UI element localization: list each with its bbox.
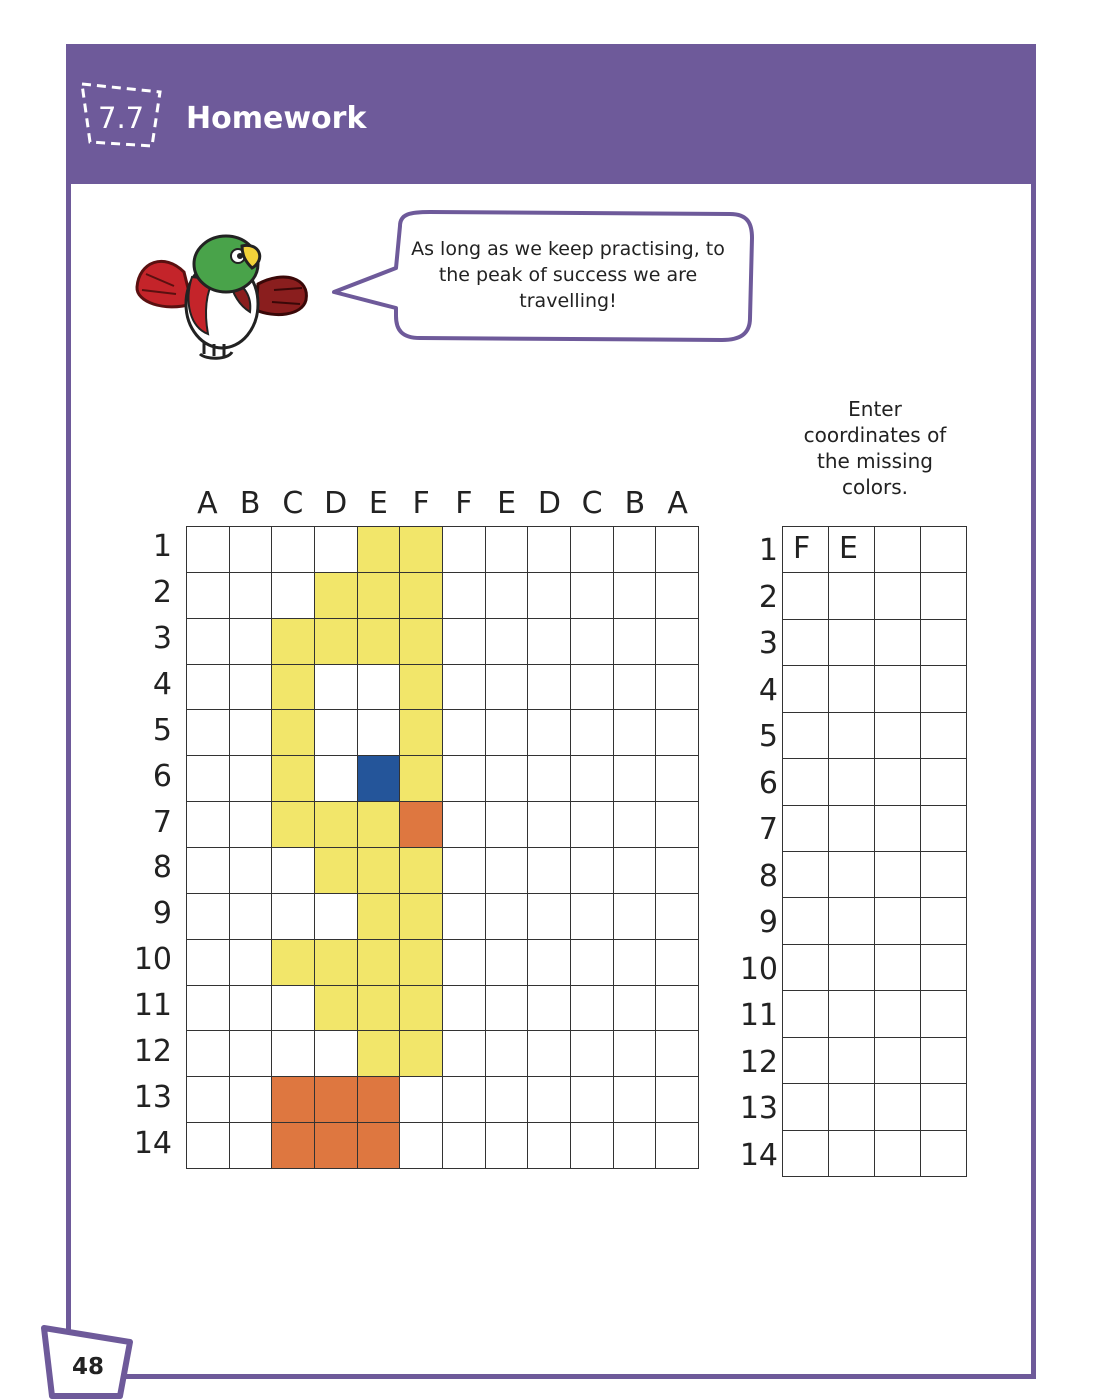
grid-cell (358, 619, 401, 665)
grid-cell (486, 894, 529, 940)
column-label: B (239, 486, 261, 521)
grid-cell (571, 802, 614, 848)
row-label: 13 (133, 1080, 172, 1116)
answer-cell[interactable] (829, 666, 875, 712)
row-label: 14 (133, 1126, 172, 1162)
grid-cell (187, 1123, 230, 1169)
row-label: 7 (152, 804, 172, 840)
answer-row-label: 6 (758, 765, 778, 801)
grid-cell (486, 665, 529, 711)
grid-cell (486, 527, 529, 573)
answer-cell[interactable] (875, 620, 921, 666)
answer-cell[interactable] (875, 759, 921, 805)
grid-cell (656, 940, 699, 986)
grid-cell (528, 527, 571, 573)
page-number: 48 (72, 1354, 105, 1380)
answer-cell[interactable] (829, 1038, 875, 1084)
answer-cell[interactable] (921, 713, 967, 759)
grid-cell (400, 756, 443, 802)
grid-cell (315, 665, 358, 711)
grid-cell (187, 619, 230, 665)
answer-cell[interactable] (829, 852, 875, 898)
grid-cell (571, 527, 614, 573)
answer-cell[interactable] (783, 898, 829, 944)
answer-cell[interactable] (921, 991, 967, 1037)
answer-cell[interactable] (921, 898, 967, 944)
grid-cell (486, 710, 529, 756)
grid-cell (443, 1123, 486, 1169)
grid-cell (528, 940, 571, 986)
grid-cell (315, 802, 358, 848)
grid-cell (315, 986, 358, 1032)
grid-cell (528, 986, 571, 1032)
grid-cell (400, 1077, 443, 1123)
grid-cell (486, 848, 529, 894)
grid-cell (528, 573, 571, 619)
speech-bubble-text: As long as we keep practising, to the peak of success we are travelling! (411, 238, 725, 312)
answer-cell[interactable] (921, 573, 967, 619)
answer-cell[interactable] (921, 620, 967, 666)
grid-cell (187, 802, 230, 848)
grid-cell (358, 940, 401, 986)
grid-cell (315, 940, 358, 986)
grid-cell (315, 619, 358, 665)
grid-cell (486, 940, 529, 986)
grid-cell (400, 1123, 443, 1169)
grid-cell (486, 1031, 529, 1077)
row-label: 6 (152, 758, 172, 794)
grid-cell (358, 710, 401, 756)
grid-cell (272, 619, 315, 665)
grid-cell (230, 894, 273, 940)
grid-cell (614, 1123, 657, 1169)
grid-cell (614, 894, 657, 940)
grid-cell (230, 710, 273, 756)
instruction-text: Enter coordinates of the missing colors. (803, 397, 947, 499)
grid-cell (443, 527, 486, 573)
grid-cell (656, 619, 699, 665)
answer-row-label: 13 (739, 1091, 778, 1127)
grid-cell (571, 1123, 614, 1169)
grid-cell (187, 1077, 230, 1123)
grid-cell (230, 848, 273, 894)
grid-cell (656, 573, 699, 619)
grid-cell (358, 527, 401, 573)
grid-cell (315, 1123, 358, 1169)
answer-row-label: 10 (739, 951, 778, 987)
grid-cell (656, 848, 699, 894)
grid-cell (528, 1031, 571, 1077)
answer-row-label: 14 (739, 1137, 778, 1173)
grid-cell (571, 573, 614, 619)
grid-cell (315, 894, 358, 940)
grid-cell (614, 1077, 657, 1123)
grid-cell (443, 756, 486, 802)
grid-cell (315, 1077, 358, 1123)
answer-cell[interactable] (875, 991, 921, 1037)
grid-cell (571, 986, 614, 1032)
answer-cell[interactable] (875, 1038, 921, 1084)
row-label: 8 (152, 850, 172, 886)
answer-cell[interactable] (875, 666, 921, 712)
answer-cell[interactable] (875, 1084, 921, 1130)
answer-cell[interactable] (921, 527, 967, 573)
grid-cell (656, 665, 699, 711)
grid-cell (187, 573, 230, 619)
grid-cell (614, 1031, 657, 1077)
row-label: 11 (133, 988, 172, 1024)
grid-cell (528, 665, 571, 711)
grid-cell (571, 665, 614, 711)
color-grid (186, 526, 699, 1169)
grid-cell (187, 986, 230, 1032)
grid-cell (315, 710, 358, 756)
answer-row-label: 11 (739, 998, 778, 1034)
answer-cell[interactable] (875, 945, 921, 991)
grid-cell (486, 1077, 529, 1123)
grid-cell (358, 802, 401, 848)
grid-cell (571, 619, 614, 665)
grid-cell (443, 848, 486, 894)
answer-table (782, 526, 967, 1177)
answer-row-label: 7 (758, 812, 778, 848)
answer-cell[interactable] (829, 1131, 875, 1177)
grid-cell (187, 527, 230, 573)
row-label: 9 (152, 896, 172, 932)
grid-cell (443, 1031, 486, 1077)
grid-cell (272, 1077, 315, 1123)
answer-cell[interactable] (829, 945, 875, 991)
grid-cell (358, 1077, 401, 1123)
grid-cell (187, 665, 230, 711)
grid-cell (443, 573, 486, 619)
grid-cell (528, 619, 571, 665)
grid-cell (528, 894, 571, 940)
answer-cell[interactable] (875, 1131, 921, 1177)
grid-cell (614, 756, 657, 802)
grid-cell (528, 1077, 571, 1123)
grid-cell (528, 802, 571, 848)
answer-cell[interactable] (783, 1084, 829, 1130)
column-label: E (368, 486, 388, 521)
grid-cell (443, 710, 486, 756)
grid-cell (443, 894, 486, 940)
grid-cell (656, 527, 699, 573)
answer-cell[interactable] (783, 759, 829, 805)
grid-cell (571, 940, 614, 986)
grid-cell (443, 940, 486, 986)
grid-cell (358, 848, 401, 894)
answer-cell[interactable] (783, 991, 829, 1037)
grid-cell (272, 1123, 315, 1169)
grid-cell (230, 986, 273, 1032)
row-label: 12 (133, 1034, 172, 1070)
grid-cell (443, 1077, 486, 1123)
answer-cell[interactable] (921, 1038, 967, 1084)
column-label: F (455, 486, 473, 521)
answer-row-label: 4 (758, 672, 778, 708)
grid-cell (358, 573, 401, 619)
grid-cell (315, 527, 358, 573)
column-label: C (282, 486, 304, 521)
answer-row-label: 12 (739, 1044, 778, 1080)
lesson-number: 7.7 (98, 101, 145, 135)
grid-cell (400, 940, 443, 986)
grid-cell (358, 665, 401, 711)
grid-cell (571, 756, 614, 802)
answer-cell[interactable] (783, 852, 829, 898)
answer-cell[interactable] (829, 573, 875, 619)
grid-cell (400, 1031, 443, 1077)
grid-cell (272, 802, 315, 848)
grid-cell (230, 756, 273, 802)
answer-cell[interactable] (875, 713, 921, 759)
grid-cell (486, 1123, 529, 1169)
answer-cell[interactable] (829, 991, 875, 1037)
answer-row-label: 5 (758, 719, 778, 755)
grid-cell (400, 986, 443, 1032)
answer-cell[interactable] (783, 1131, 829, 1177)
grid-cell (230, 1031, 273, 1077)
answer-cell[interactable] (783, 713, 829, 759)
answer-cell[interactable] (875, 573, 921, 619)
answer-cell[interactable] (921, 945, 967, 991)
grid-cell (571, 710, 614, 756)
grid-cell (358, 1031, 401, 1077)
grid-cell (614, 710, 657, 756)
grid-cell (528, 848, 571, 894)
column-label: F (412, 486, 430, 521)
grid-cell (272, 1031, 315, 1077)
row-label: 10 (133, 942, 172, 978)
grid-cell (272, 573, 315, 619)
answer-cell[interactable] (921, 759, 967, 805)
answer-cell[interactable] (829, 806, 875, 852)
answer-cell[interactable] (921, 1131, 967, 1177)
grid-cell (230, 1123, 273, 1169)
answer-cell[interactable] (783, 1038, 829, 1084)
grid-cell (400, 710, 443, 756)
grid-cell (315, 1031, 358, 1077)
answer-row-label: 9 (758, 905, 778, 941)
grid-cell (486, 619, 529, 665)
answer-cell[interactable]: E (829, 527, 875, 573)
grid-cell (187, 894, 230, 940)
grid-cell (443, 986, 486, 1032)
grid-cell (315, 756, 358, 802)
grid-cell (272, 894, 315, 940)
grid-cell (400, 527, 443, 573)
grid-cell (187, 756, 230, 802)
grid-cell (358, 986, 401, 1032)
grid-cell (187, 710, 230, 756)
grid-cell (614, 940, 657, 986)
grid-cell (230, 940, 273, 986)
grid-cell (400, 848, 443, 894)
grid-cell (230, 573, 273, 619)
page-title: Homework (186, 101, 367, 136)
answer-cell[interactable] (921, 666, 967, 712)
grid-cell (656, 894, 699, 940)
grid-cell (614, 665, 657, 711)
column-label: C (581, 486, 603, 521)
grid-cell (315, 573, 358, 619)
answer-cell[interactable] (875, 806, 921, 852)
answer-cell[interactable] (829, 620, 875, 666)
grid-cell (571, 848, 614, 894)
answer-cell[interactable] (829, 1084, 875, 1130)
grid-cell (400, 802, 443, 848)
grid-cell (272, 848, 315, 894)
column-label: A (197, 486, 218, 521)
answer-cell[interactable] (829, 713, 875, 759)
grid-cell (358, 894, 401, 940)
parrot-mascot-icon (134, 232, 314, 362)
grid-cell (400, 665, 443, 711)
grid-cell (656, 1123, 699, 1169)
grid-cell (528, 710, 571, 756)
answer-cell[interactable]: F (783, 527, 829, 573)
grid-cell (656, 756, 699, 802)
grid-cell (614, 619, 657, 665)
grid-cell (187, 848, 230, 894)
answer-row-label: 2 (758, 579, 778, 615)
grid-cell (656, 986, 699, 1032)
answer-cell[interactable] (783, 945, 829, 991)
answer-cell[interactable] (875, 852, 921, 898)
answer-row-label: 8 (758, 858, 778, 894)
grid-cell (230, 1077, 273, 1123)
grid-cell (486, 986, 529, 1032)
grid-cell (486, 802, 529, 848)
grid-cell (656, 802, 699, 848)
grid-cell (400, 619, 443, 665)
grid-cell (187, 1031, 230, 1077)
grid-cell (400, 894, 443, 940)
grid-cell (656, 710, 699, 756)
column-label: D (324, 486, 348, 521)
answer-cell[interactable] (783, 666, 829, 712)
row-label: 2 (152, 574, 172, 610)
row-label: 5 (152, 712, 172, 748)
answer-cell[interactable] (875, 898, 921, 944)
grid-cell (272, 665, 315, 711)
grid-cell (656, 1077, 699, 1123)
grid-cell (230, 665, 273, 711)
grid-cell (614, 802, 657, 848)
answer-cell[interactable] (829, 759, 875, 805)
column-label: A (667, 486, 688, 521)
grid-cell (272, 940, 315, 986)
grid-cell (230, 802, 273, 848)
column-label: D (537, 486, 561, 521)
grid-cell (230, 619, 273, 665)
grid-cell (486, 573, 529, 619)
grid-cell (571, 1031, 614, 1077)
grid-cell (614, 986, 657, 1032)
grid-cell (230, 527, 273, 573)
answer-cell[interactable] (783, 573, 829, 619)
grid-cell (272, 710, 315, 756)
grid-cell (358, 1123, 401, 1169)
answer-cell[interactable] (875, 527, 921, 573)
row-label: 1 (152, 528, 172, 564)
row-label: 3 (152, 620, 172, 656)
column-label: E (497, 486, 517, 521)
grid-cell (272, 756, 315, 802)
answer-cell[interactable] (783, 806, 829, 852)
answer-cell[interactable] (829, 898, 875, 944)
grid-cell (614, 573, 657, 619)
grid-cell (400, 573, 443, 619)
answer-cell[interactable] (921, 1084, 967, 1130)
answer-cell[interactable] (783, 620, 829, 666)
grid-cell (614, 527, 657, 573)
answer-row-label: 1 (758, 533, 778, 569)
grid-cell (656, 1031, 699, 1077)
grid-cell (272, 986, 315, 1032)
grid-cell (486, 756, 529, 802)
row-label: 4 (152, 666, 172, 702)
grid-cell (443, 665, 486, 711)
grid-cell (272, 527, 315, 573)
grid-cell (315, 848, 358, 894)
grid-cell (614, 848, 657, 894)
column-label: B (624, 486, 646, 521)
grid-cell (443, 619, 486, 665)
grid-cell (571, 894, 614, 940)
answer-cell[interactable] (921, 806, 967, 852)
grid-cell (358, 756, 401, 802)
grid-cell (443, 802, 486, 848)
grid-cell (187, 940, 230, 986)
answer-cell[interactable] (921, 852, 967, 898)
answer-row-label: 3 (758, 626, 778, 662)
grid-cell (528, 756, 571, 802)
grid-cell (571, 1077, 614, 1123)
grid-cell (528, 1123, 571, 1169)
